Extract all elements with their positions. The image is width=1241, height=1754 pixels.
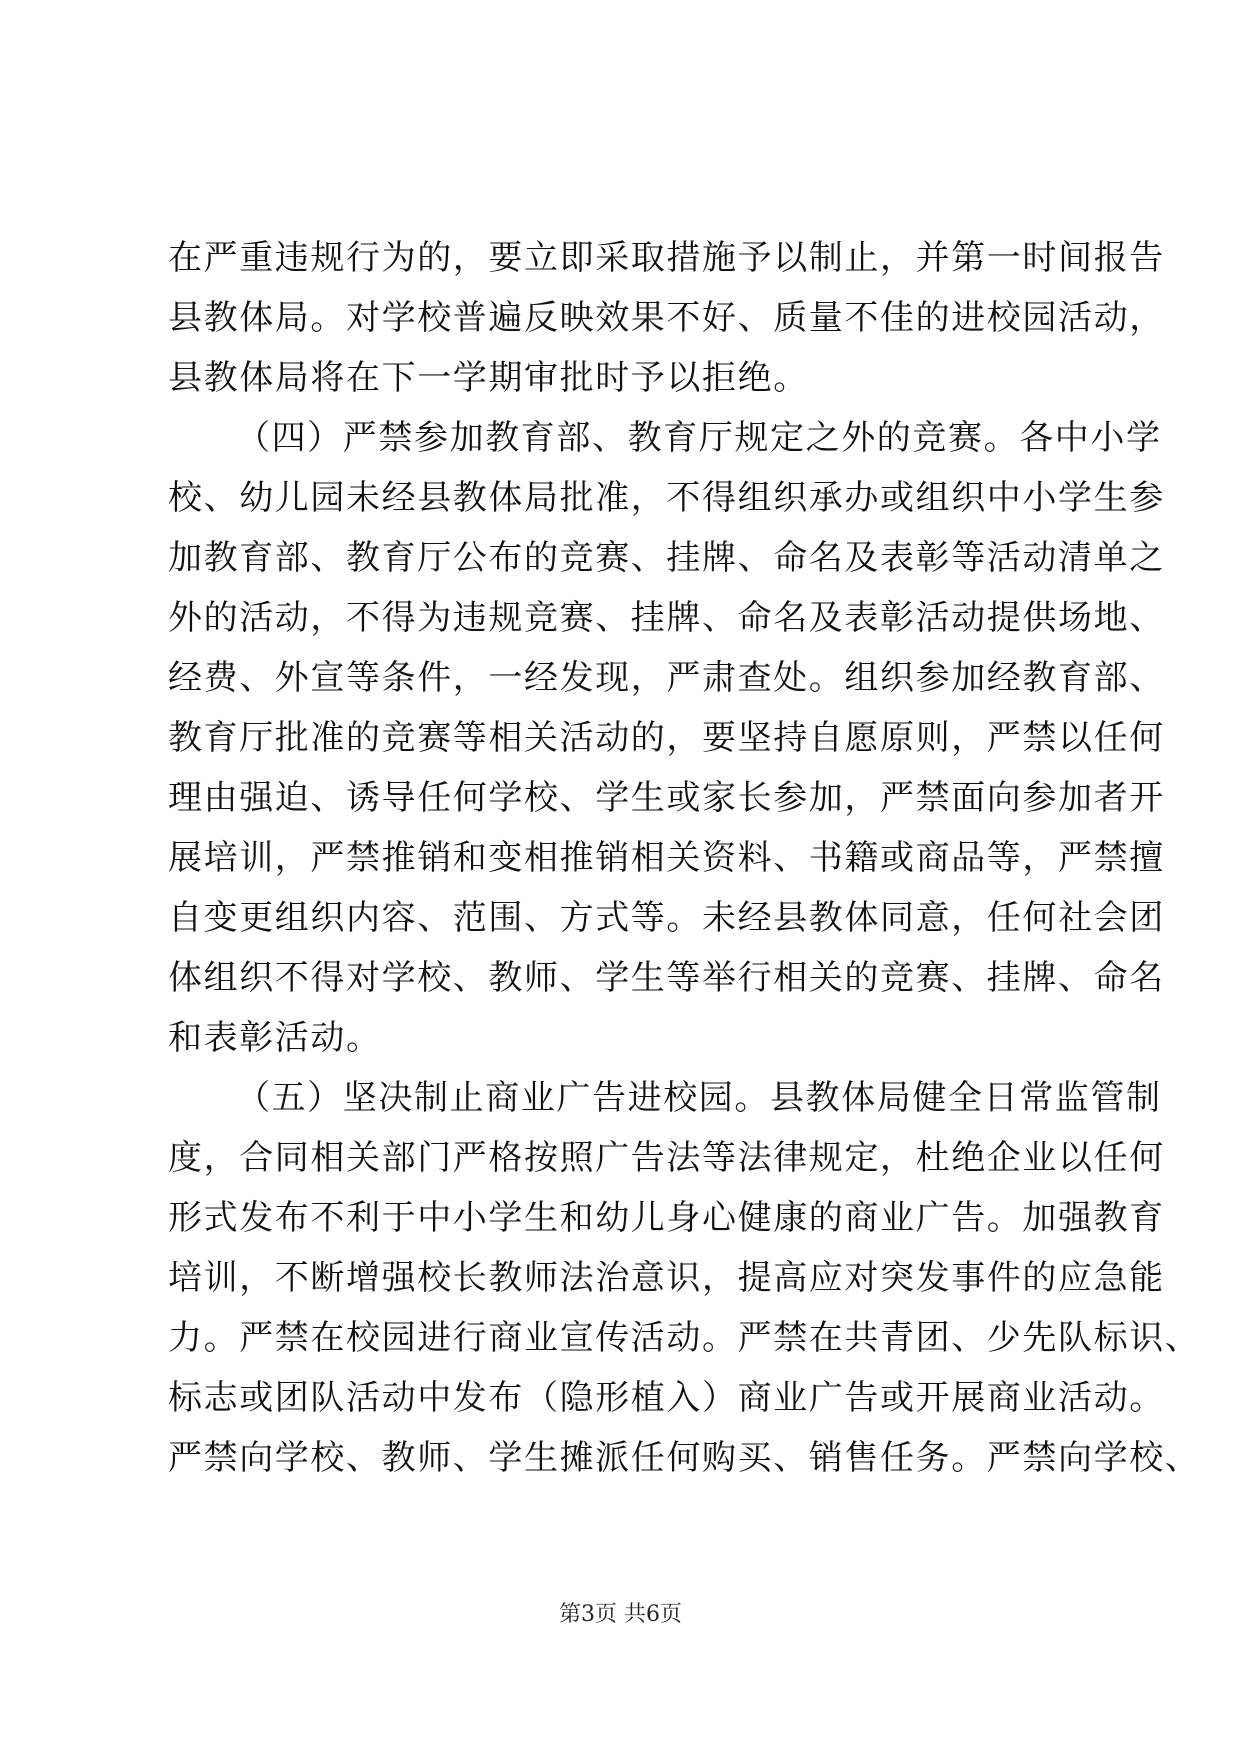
text-line: 严禁向学校、教师、学生摊派任何购买、销售任务。严禁向学校、: [168, 1438, 1201, 1478]
text-line: 县教体局将在下一学期审批时予以拒绝。: [168, 358, 809, 398]
text-line-section-four: （四）严禁参加教育部、教育厅规定之外的竞赛。各中小学: [236, 418, 1162, 458]
text-line: 在严重违规行为的，要立即采取措施予以制止，并第一时间报告: [168, 238, 1165, 278]
text-line: 标志或团队活动中发布（隐形植入）商业广告或开展商业活动。: [168, 1378, 1165, 1418]
text-line: 教育厅批准的竞赛等相关活动的，要坚持自愿原则，严禁以任何: [168, 718, 1165, 758]
text-line: 形式发布不利于中小学生和幼儿身心健康的商业广告。加强教育: [168, 1198, 1165, 1238]
text-line: 自变更组织内容、范围、方式等。未经县教体同意，任何社会团: [168, 898, 1165, 938]
text-line: 校、幼儿园未经县教体局批准，不得组织承办或组织中小学生参: [168, 478, 1165, 518]
text-line: 力。严禁在校园进行商业宣传活动。严禁在共青团、少先队标识、: [168, 1318, 1201, 1358]
text-line: 外的活动，不得为违规竞赛、挂牌、命名及表彰活动提供场地、: [168, 598, 1165, 638]
text-line: 理由强迫、诱导任何学校、学生或家长参加，严禁面向参加者开: [168, 778, 1165, 818]
text-line-section-five: （五）坚决制止商业广告进校园。县教体局健全日常监管制: [236, 1078, 1162, 1118]
text-line: 度，合同相关部门严格按照广告法等法律规定，杜绝企业以任何: [168, 1138, 1165, 1178]
text-line: 展培训，严禁推销和变相推销相关资料、书籍或商品等，严禁擅: [168, 838, 1165, 878]
page-number-footer: 第3页 共6页: [559, 1602, 682, 1627]
text-line: 加教育部、教育厅公布的竞赛、挂牌、命名及表彰等活动清单之: [168, 538, 1165, 578]
text-line: 培训，不断增强校长教师法治意识，提高应对突发事件的应急能: [168, 1258, 1165, 1298]
text-line: 县教体局。对学校普遍反映效果不好、质量不佳的进校园活动，: [168, 298, 1165, 338]
text-line: 经费、外宣等条件，一经发现，严肃查处。组织参加经教育部、: [168, 658, 1165, 698]
text-line: 体组织不得对学校、教师、学生等举行相关的竞赛、挂牌、命名: [168, 958, 1165, 998]
text-line: 和表彰活动。: [168, 1018, 382, 1058]
